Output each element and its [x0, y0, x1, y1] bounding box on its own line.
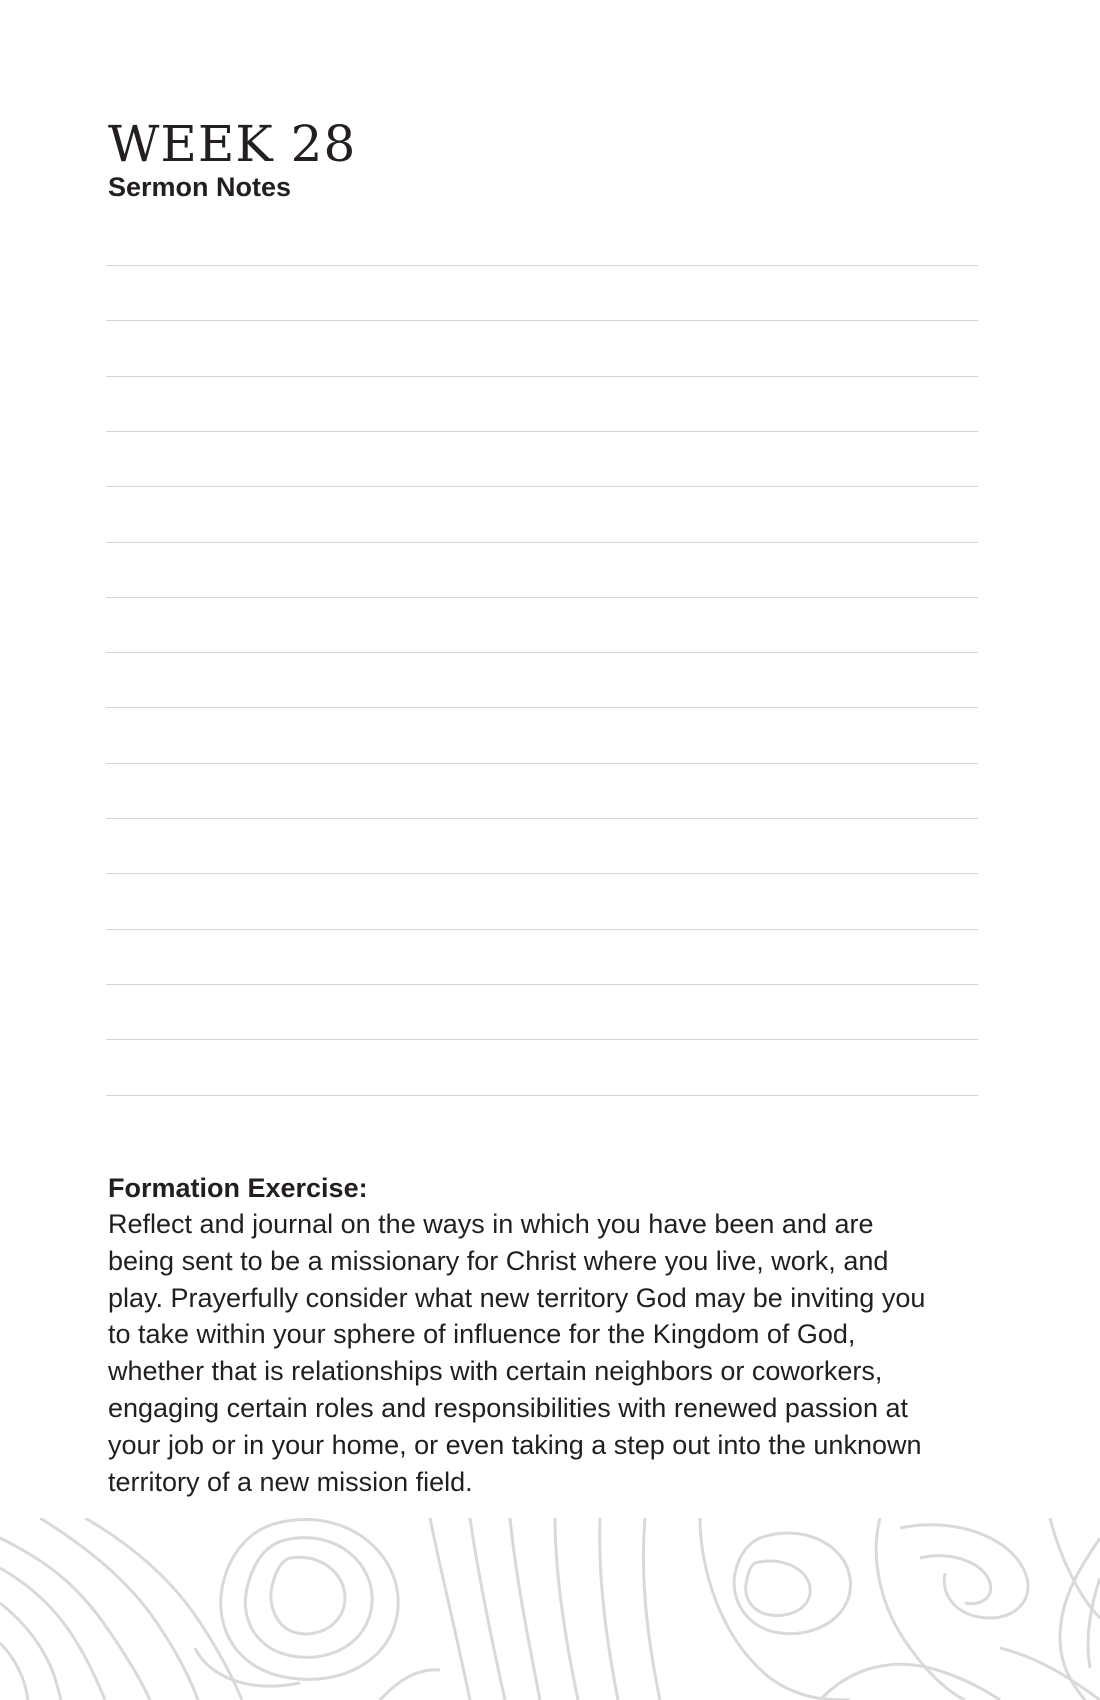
note-line	[106, 984, 978, 985]
exercise-body	[108, 1206, 978, 1500]
note-line	[106, 431, 978, 432]
note-line	[106, 873, 978, 874]
exercise-line: Reflect and journal on the ways in which you have been and are	[108, 1209, 874, 1239]
page-subtitle: Sermon Notes	[108, 172, 292, 202]
note-line	[106, 707, 978, 708]
exercise-line: territory of a new mission field.	[108, 1466, 473, 1497]
exercise-line: play. Prayerfully consider what new territory God may be inviting you	[108, 1282, 926, 1313]
exercise-line: being sent to be a missionary for Christ where you live, work, and	[108, 1245, 889, 1276]
exercise-line: whether that is relationships with certain neighbors or coworkers,	[108, 1356, 883, 1387]
note-line	[106, 929, 978, 930]
note-line	[106, 376, 978, 377]
notes-lines	[106, 265, 978, 1095]
formation-exercise	[108, 1170, 978, 1500]
topographic-contour-pattern-icon	[0, 1518, 1100, 1700]
note-line	[106, 818, 978, 819]
note-line	[106, 542, 978, 543]
note-line	[106, 320, 978, 321]
exercise-line: engaging certain roles and responsibilities with renewed passion at	[108, 1392, 908, 1423]
note-line	[106, 1039, 978, 1040]
note-line	[106, 1095, 978, 1096]
note-line	[106, 265, 978, 266]
note-line	[106, 763, 978, 764]
exercise-line: your job or in your home, or even taking a step out into the unknown	[108, 1429, 922, 1460]
note-line	[106, 486, 978, 487]
exercise-heading: Formation Exercise:	[108, 1173, 368, 1203]
page-title: WEEK 28	[108, 115, 357, 173]
note-line	[106, 597, 978, 598]
note-line	[106, 652, 978, 653]
exercise-line: to take within your sphere of influence for the Kingdom of God,	[108, 1319, 856, 1350]
